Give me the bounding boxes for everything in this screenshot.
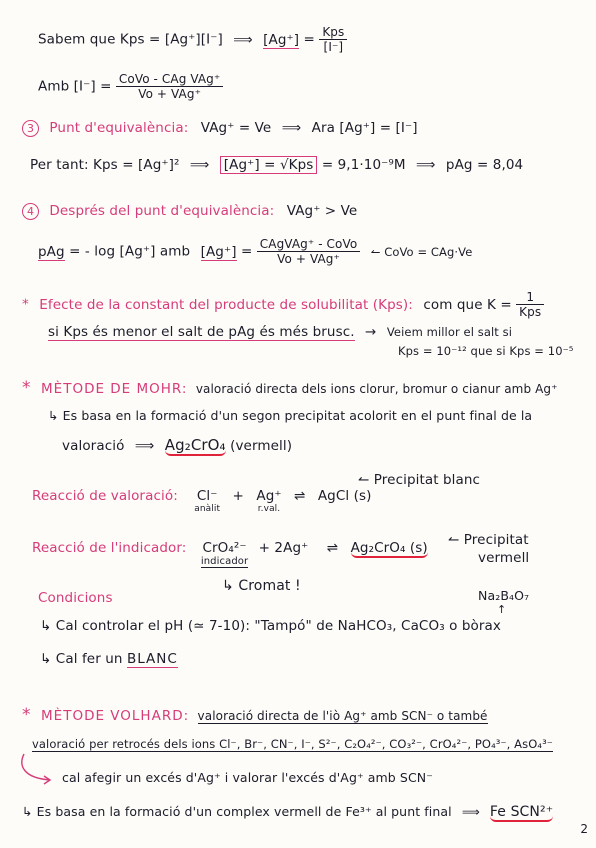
fraction-denominator: Vo + VAg⁺ xyxy=(277,252,340,266)
product-colour: (vermell) xyxy=(230,438,293,454)
condition-blank xyxy=(40,651,178,667)
eq-kps-line xyxy=(38,25,347,54)
precipitate-note: ↼ Precipitat blanc xyxy=(358,472,481,488)
analyte-tag: anàlit xyxy=(194,504,221,514)
pag-after-equivalence xyxy=(38,237,472,266)
conditions-heading: Condicions xyxy=(38,590,113,606)
pag-label: pAg xyxy=(38,243,65,260)
concentration-value: = 9,1·10⁻⁹M xyxy=(321,157,406,173)
iodide-expression xyxy=(38,72,223,101)
valoracio-word: valoració xyxy=(62,438,125,454)
indicator-reaction xyxy=(32,540,428,568)
chloride: Cl⁻ xyxy=(196,488,218,504)
silver-chloride: AgCl (s) xyxy=(317,488,372,504)
implies-arrow: ⟹ xyxy=(233,31,253,48)
back-titration-ions: valoració per retrocés dels ions Cl⁻, Br⁻, CN⁻, I⁻, S²⁻, C₂O₄²⁻, CO₃²⁻, CrO₄²⁻, PO₄³⁻, AsO₄³⁻ xyxy=(32,737,553,751)
volhard-heading xyxy=(22,705,488,725)
silver-ion: Ag⁺ xyxy=(256,488,282,504)
implies-arrow: ⟹ xyxy=(461,804,480,819)
plus-silver: + 2Ag⁺ xyxy=(258,540,309,556)
side-note: Veiem millor el salt si xyxy=(386,325,513,339)
excess-silver-step: cal afegir un excés d'Ag⁺ i valorar l'excés d'Ag⁺ amb SCN⁻ xyxy=(62,770,433,785)
volhard-title: MÈTODE VOLHARD: xyxy=(41,708,190,724)
bullet-star: * xyxy=(22,296,29,313)
section-number: 3 xyxy=(22,120,39,137)
equivalence-result xyxy=(30,157,523,173)
plus-sign: + xyxy=(232,488,244,504)
section-3-heading xyxy=(22,120,418,137)
fraction-denominator: Kps xyxy=(519,305,542,319)
section-title: Després del punt d'equivalència: xyxy=(49,203,275,219)
equals-sign: = xyxy=(240,243,253,260)
volhard-basis-text: ↳ Es basa en la formació d'un complex vermell de Fe³⁺ al punt final xyxy=(22,804,452,819)
titrant-tag: r.val. xyxy=(257,504,281,514)
chromate: CrO₄²⁻ xyxy=(202,540,247,556)
volhard-description: valoració directa de l'iò Ag⁺ amb SCN⁻ o també xyxy=(197,709,488,723)
kps-squared: Per tant: Kps = [Ag⁺]² xyxy=(30,157,180,173)
kps-effect-heading xyxy=(22,290,544,319)
section-condition: VAg⁺ = Ve xyxy=(200,120,272,136)
side-note: ↼ CoVo = CAg·Ve xyxy=(370,244,473,259)
section-consequence: Ara [Ag⁺] = [I⁻] xyxy=(311,120,418,136)
fraction-numerator: 1 xyxy=(516,290,544,305)
section-4-heading xyxy=(22,203,357,220)
condition-ph: ↳ Cal controlar el pH (≃ 7-10): "Tampó" de NaHCO₃, CaCO₃ o bòrax xyxy=(40,618,501,634)
reaction-label: Reacció de l'indicador: xyxy=(32,540,187,556)
kps-effect-title: Efecte de la constant del producte de solubilitat (Kps): xyxy=(39,296,413,313)
silver-chromate: Ag₂CrO₄ (s) xyxy=(350,540,428,556)
page-number: 2 xyxy=(580,822,588,836)
k-relation: com que K = xyxy=(423,296,512,313)
section-title: Punt d'equivalència: xyxy=(49,120,189,136)
equilibrium-arrow: ⇌ xyxy=(326,540,339,556)
fraction-numerator: CAgVAg⁺ - CoVo xyxy=(257,237,361,252)
implies-arrow: ⟹ xyxy=(134,438,155,454)
mohr-basis: ↳ Es basa en la formació d'un segon precipitat acolorit en el punt final de la xyxy=(48,408,533,423)
precipitate-note: ↼ Precipitat xyxy=(448,532,529,548)
titration-reaction xyxy=(32,488,371,514)
implies-arrow: ⟹ xyxy=(281,120,302,136)
bullet-star: * xyxy=(22,705,31,725)
mohr-heading xyxy=(22,378,558,398)
ag-concentration: [Ag⁺] xyxy=(200,243,237,260)
fraction-denominator: [I⁻] xyxy=(323,40,344,54)
condition-text: ↳ Cal fer un xyxy=(40,651,123,667)
titrant xyxy=(256,488,281,514)
k-fraction xyxy=(516,290,544,319)
implies-arrow: ⟹ xyxy=(416,157,436,173)
implies-arrow: ⟹ xyxy=(189,157,210,173)
section-number: 4 xyxy=(22,203,39,220)
reaction-label: Reacció de valoració: xyxy=(32,488,178,504)
pag-definition: = - log [Ag⁺] amb xyxy=(69,243,191,260)
volhard-basis xyxy=(22,804,553,820)
iron-thiocyanate: Fe SCN²⁺ xyxy=(489,804,554,820)
equilibrium-arrow: ⇌ xyxy=(294,488,306,504)
mohr-title: MÈTODE DE MOHR: xyxy=(41,381,188,397)
arrow: → xyxy=(365,324,377,340)
indicator xyxy=(201,540,248,568)
side-note-continued: Kps = 10⁻¹² que si Kps = 10⁻⁵ xyxy=(398,344,574,358)
fraction-numerator: CoVo - CAg VAg⁺ xyxy=(116,72,223,87)
curved-arrow-icon xyxy=(16,752,56,786)
fraction-numerator: Kps xyxy=(319,25,347,40)
analyte xyxy=(194,488,220,514)
silver-chromate: Ag₂CrO₄ xyxy=(164,436,226,454)
equals-sign: = xyxy=(303,31,315,48)
pag-value: pAg = 8,04 xyxy=(445,157,524,173)
excess-ag-fraction xyxy=(257,237,361,266)
iodide-fraction xyxy=(116,72,223,101)
mohr-basis-end xyxy=(62,436,292,454)
blanc-word: BLANC xyxy=(126,651,178,667)
kps-definition: Sabem que Kps = [Ag⁺][I⁻] xyxy=(38,31,223,48)
fraction-denominator: Vo + VAg⁺ xyxy=(138,87,202,101)
boxed-formula: [Ag⁺] = √Kps xyxy=(220,156,318,174)
cromat-note: ↳ Cromat ! xyxy=(222,578,301,594)
up-arrow: ↑ xyxy=(497,603,507,616)
mohr-description: valoració directa dels ions clorur, bromur o cianur amb Ag⁺ xyxy=(195,382,558,396)
section-condition: VAg⁺ > Ve xyxy=(286,203,358,219)
indicator-tag: indicador xyxy=(200,556,249,567)
kps-effect-conclusion xyxy=(48,324,512,340)
kps-over-i-fraction xyxy=(319,25,347,54)
precipitate-colour: vermell xyxy=(478,550,530,566)
kps-effect-statement: si Kps és menor el salt de pAg és més brusc. xyxy=(48,324,355,340)
iodide-label: Amb [I⁻] = xyxy=(38,78,112,95)
borax-formula: Na₂B₄O₇ xyxy=(478,588,530,603)
ag-concentration: [Ag⁺] xyxy=(263,31,300,48)
bullet-star: * xyxy=(22,378,31,398)
